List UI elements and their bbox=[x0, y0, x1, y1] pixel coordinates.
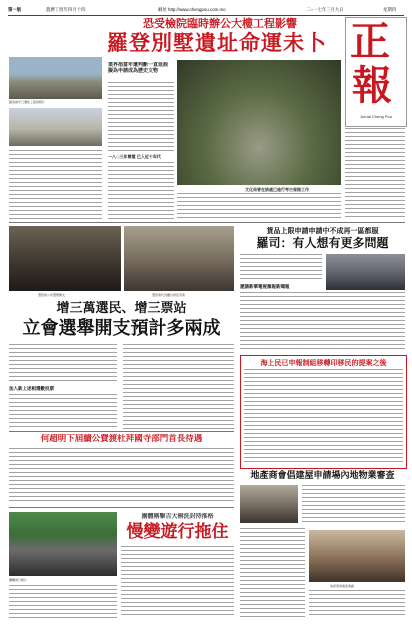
photo-caption-3: 選管會代表團出席記者會 bbox=[152, 293, 186, 297]
story5-text bbox=[9, 448, 234, 504]
photo-press-2 bbox=[124, 226, 234, 291]
photo-construction bbox=[9, 108, 102, 146]
story4-headline: 海上民已申報制組移轉印移民的提案之後 bbox=[260, 358, 387, 367]
lead-sub-heading-2: 一八○三年曾建 已入近十年代 bbox=[108, 154, 161, 159]
lunar-date: 農曆丁酉年四月十四 bbox=[46, 7, 86, 12]
story4-text bbox=[244, 369, 403, 465]
photo-protest bbox=[9, 512, 117, 576]
page-header bbox=[8, 6, 404, 16]
story3-headline-text: 立會選舉開支預計多兩成 bbox=[22, 318, 221, 339]
story2-text-2 bbox=[240, 292, 405, 352]
story3-sub: 加入新上述相選數投票 bbox=[9, 387, 54, 392]
story6-text-3 bbox=[309, 590, 405, 618]
divider-3 bbox=[9, 507, 234, 508]
lead-column-text-2 bbox=[108, 162, 174, 220]
lead-column-text-1 bbox=[108, 82, 174, 152]
divider-2 bbox=[9, 431, 234, 432]
story7-text-1 bbox=[9, 585, 117, 618]
story7-headline: 慢變遊行拖住 bbox=[126, 522, 229, 542]
photo-group bbox=[309, 530, 405, 582]
lead-column-text-3 bbox=[177, 193, 341, 220]
masthead-info bbox=[345, 128, 405, 220]
story3-text-3 bbox=[123, 344, 234, 429]
story6-headline: 地產商會倡建屋申請場內地物業審查 bbox=[250, 471, 395, 481]
story6-text-1 bbox=[302, 485, 405, 525]
story2-text-1 bbox=[240, 254, 322, 282]
photo-caption-4: 地產商會審查會議 bbox=[330, 584, 355, 588]
photo-official bbox=[326, 254, 405, 290]
photo-caption-5: 團體遊行相片 bbox=[9, 578, 28, 582]
lead-sub-heading: 業界指當年遺判斷一直延誤 擬為申請成為歷史文物 bbox=[108, 62, 169, 74]
left-column-text bbox=[9, 150, 102, 220]
story3-text-1 bbox=[9, 344, 117, 384]
story3-kicker: 增三萬選民、增三票站 bbox=[56, 301, 187, 316]
story2-kicker: 貨品上限申請申請中不成再一區都服 bbox=[266, 226, 379, 235]
photo-ruins bbox=[177, 60, 341, 185]
masthead bbox=[345, 17, 407, 127]
photo-caption-1: 圖為當年已遺址工程的相片 bbox=[9, 100, 46, 104]
lead-photo-caption: 文化局曾在該處已進行考古發掘工作 bbox=[245, 187, 309, 192]
story2-headline: 羅司：有人想有更多問題 bbox=[256, 236, 389, 250]
story6-text-2 bbox=[240, 528, 305, 618]
masthead-subtitle: Jornal Cheng Pou bbox=[359, 114, 393, 119]
photo-meeting bbox=[240, 485, 298, 523]
site-url: 網址 http://www.chengpou.com.mo bbox=[158, 7, 226, 12]
lead-headline: 羅登別墅遺址命運未卜 bbox=[107, 31, 327, 55]
photo-caption-2: 選管會公布選舉開支 bbox=[38, 293, 66, 297]
masthead-title-top: 正 bbox=[350, 18, 390, 65]
photo-press-1 bbox=[9, 226, 121, 291]
weekday: 星期四 bbox=[383, 7, 397, 12]
story7-kicker: 團體稱擊吉大桐洗封持推格 bbox=[141, 513, 214, 520]
issue-date: 二○一七年三月九日 bbox=[306, 7, 344, 12]
photo-coast bbox=[9, 57, 102, 99]
lead-kicker: 恐受檢院臨時辦公大樓工程影響 bbox=[143, 17, 297, 30]
masthead-title-bottom: 報 bbox=[352, 62, 392, 109]
story7-text-2 bbox=[121, 546, 234, 618]
story2-sub: 邀請新華電視滙報新聞報 bbox=[240, 285, 290, 290]
story5-headline: 何超明下屆續公費渡杜拜國寺部門首長待遇 bbox=[40, 434, 203, 444]
story3-text-2 bbox=[9, 394, 117, 429]
story3-headline bbox=[9, 318, 234, 340]
story4-box bbox=[240, 355, 407, 469]
divider-1 bbox=[9, 222, 405, 223]
section-label: 第一版 bbox=[8, 7, 22, 12]
